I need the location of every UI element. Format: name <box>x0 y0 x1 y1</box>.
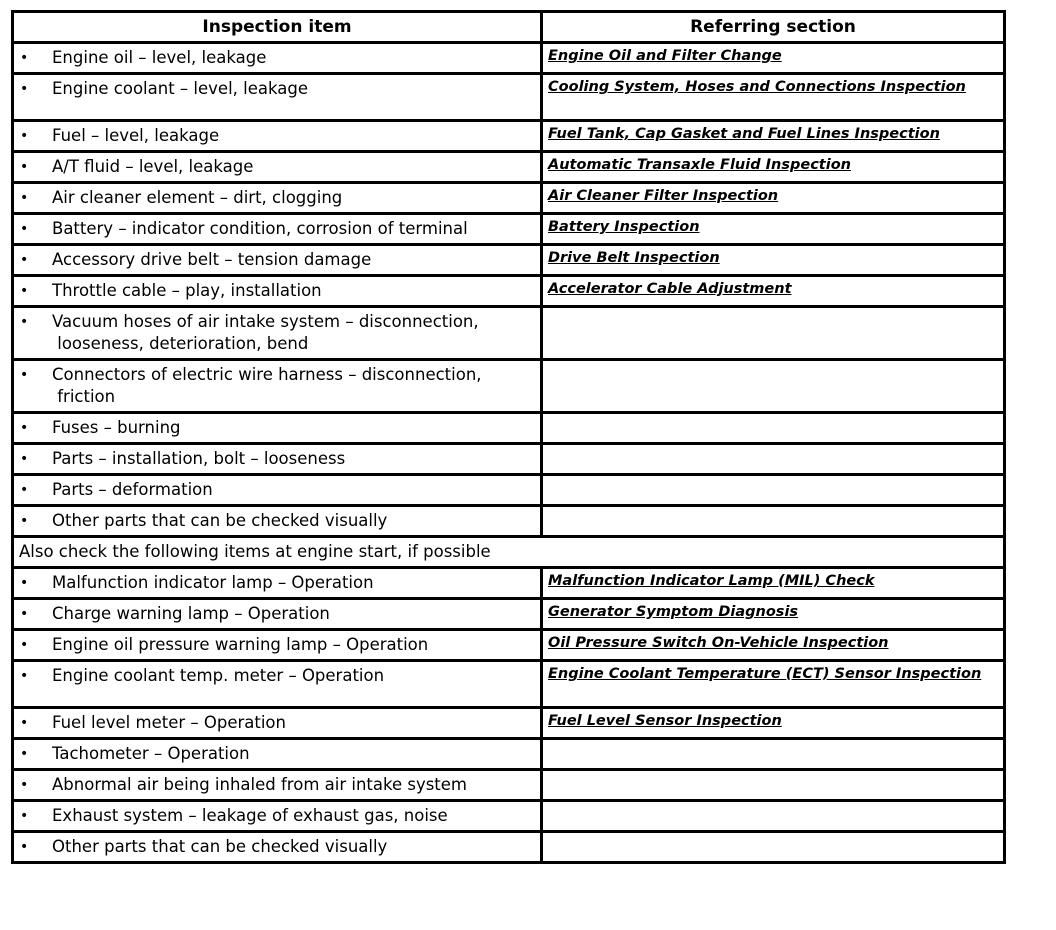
table-row <box>13 630 1005 661</box>
bullet-icon: • <box>20 159 29 175</box>
bullet-icon: • <box>20 81 29 97</box>
bullet-icon: • <box>20 808 29 824</box>
bullet-icon: • <box>20 668 29 684</box>
table-row <box>13 214 1005 245</box>
ref-cell <box>542 661 1005 708</box>
item-text: Engine coolant – level, leakage <box>52 79 308 98</box>
ref-cell-empty <box>542 360 1005 413</box>
table-row <box>13 832 1005 863</box>
item-text: Fuel – level, leakage <box>52 126 220 145</box>
header-row <box>13 12 1005 43</box>
table-row <box>13 276 1005 307</box>
item-text: Accessory drive belt – tension damage <box>52 250 372 269</box>
item-cell <box>13 360 542 413</box>
table-row <box>13 360 1005 413</box>
item-cell <box>13 245 542 276</box>
ref-cell-empty <box>542 770 1005 801</box>
table-row <box>13 770 1005 801</box>
table-row <box>13 661 1005 708</box>
item-cell <box>13 152 542 183</box>
item-cell <box>13 599 542 630</box>
table-row <box>13 413 1005 444</box>
item-text-line1: Vacuum hoses of air intake system – disconnection, <box>52 312 479 331</box>
ref-cell <box>542 74 1005 121</box>
table-row <box>13 183 1005 214</box>
ref-cell-empty <box>542 506 1005 537</box>
header-referring-section: Referring section <box>542 12 1005 43</box>
item-text: Exhaust system – leakage of exhaust gas, noise <box>52 806 448 825</box>
ref-link[interactable]: Air Cleaner Filter Inspection <box>548 188 779 204</box>
table-row <box>13 245 1005 276</box>
ref-link[interactable]: Oil Pressure Switch On-Vehicle Inspection <box>548 635 889 651</box>
item-cell <box>13 74 542 121</box>
ref-cell <box>542 276 1005 307</box>
table-row <box>13 121 1005 152</box>
item-cell <box>13 444 542 475</box>
ref-cell-empty <box>542 413 1005 444</box>
bullet-icon: • <box>20 221 29 237</box>
item-text-line1: Connectors of electric wire harness – disconnection, <box>52 365 482 384</box>
bullet-icon: • <box>20 637 29 653</box>
engine-start-note: Also check the following items at engine start, if possible <box>19 542 491 561</box>
table-row <box>13 74 1005 121</box>
ref-link[interactable]: Drive Belt Inspection <box>548 250 720 266</box>
ref-link[interactable]: Accelerator Cable Adjustment <box>548 281 792 297</box>
ref-cell <box>542 599 1005 630</box>
item-text-line2: looseness, deterioration, bend <box>57 334 309 353</box>
item-cell <box>13 568 542 599</box>
bullet-icon: • <box>20 606 29 622</box>
ref-cell-empty <box>542 475 1005 506</box>
item-cell <box>13 630 542 661</box>
item-text: Other parts that can be checked visually <box>52 837 388 856</box>
item-cell <box>13 832 542 863</box>
ref-cell-empty <box>542 444 1005 475</box>
ref-cell <box>542 214 1005 245</box>
item-text: A/T fluid – level, leakage <box>52 157 254 176</box>
table-row <box>13 307 1005 360</box>
bullet-icon: • <box>20 715 29 731</box>
item-cell <box>13 413 542 444</box>
table-row <box>13 475 1005 506</box>
inspection-table <box>11 10 1006 864</box>
ref-link[interactable]: Battery Inspection <box>548 219 700 235</box>
ref-link[interactable]: Cooling System, Hoses and Connections Inspection <box>548 79 966 95</box>
item-text: Parts – installation, bolt – looseness <box>52 449 346 468</box>
bullet-icon: • <box>20 50 29 66</box>
ref-cell-empty <box>542 739 1005 770</box>
bullet-icon: • <box>20 283 29 299</box>
ref-cell <box>542 708 1005 739</box>
table-row <box>13 43 1005 74</box>
item-text: Abnormal air being inhaled from air intake system <box>52 775 467 794</box>
ref-cell <box>542 568 1005 599</box>
item-cell <box>13 475 542 506</box>
bullet-icon: • <box>20 128 29 144</box>
table-row <box>13 444 1005 475</box>
item-text: Engine oil pressure warning lamp – Operation <box>52 635 429 654</box>
item-text: Malfunction indicator lamp – Operation <box>52 573 374 592</box>
ref-cell <box>542 630 1005 661</box>
item-cell <box>13 739 542 770</box>
ref-cell <box>542 121 1005 152</box>
bullet-icon: • <box>20 513 29 529</box>
ref-link[interactable]: Malfunction Indicator Lamp (MIL) Check <box>548 573 875 589</box>
ref-cell-empty <box>542 307 1005 360</box>
table-row <box>13 599 1005 630</box>
bullet-icon: • <box>20 451 29 467</box>
ref-cell-empty <box>542 832 1005 863</box>
ref-cell <box>542 152 1005 183</box>
item-cell <box>13 214 542 245</box>
item-text-line2: friction <box>57 387 116 406</box>
item-cell <box>13 43 542 74</box>
item-cell <box>13 661 542 708</box>
ref-cell <box>542 43 1005 74</box>
note-row <box>13 537 1005 568</box>
item-text: Air cleaner element – dirt, clogging <box>52 188 343 207</box>
ref-link[interactable]: Automatic Transaxle Fluid Inspection <box>548 157 851 173</box>
item-text: Engine coolant temp. meter – Operation <box>52 666 385 685</box>
bullet-icon: • <box>20 839 29 855</box>
table-row <box>13 568 1005 599</box>
item-text: Tachometer – Operation <box>52 744 250 763</box>
item-cell <box>13 708 542 739</box>
item-cell <box>13 770 542 801</box>
ref-link[interactable]: Engine Oil and Filter Change <box>548 48 782 64</box>
ref-cell <box>542 183 1005 214</box>
table-row <box>13 739 1005 770</box>
item-text: Engine oil – level, leakage <box>52 48 267 67</box>
item-text: Fuel level meter – Operation <box>52 713 286 732</box>
bullet-icon: • <box>20 190 29 206</box>
bullet-icon: • <box>20 252 29 268</box>
item-cell <box>13 183 542 214</box>
table-row <box>13 708 1005 739</box>
ref-link[interactable]: Fuel Level Sensor Inspection <box>548 713 782 729</box>
item-text: Fuses – burning <box>52 418 181 437</box>
ref-cell-empty <box>542 801 1005 832</box>
item-text: Battery – indicator condition, corrosion of terminal <box>52 219 468 238</box>
item-text: Parts – deformation <box>52 480 213 499</box>
ref-link[interactable]: Fuel Tank, Cap Gasket and Fuel Lines Inspection <box>548 126 940 142</box>
bullet-icon: • <box>20 575 29 591</box>
note-cell <box>13 537 1005 568</box>
item-text: Other parts that can be checked visually <box>52 511 388 530</box>
bullet-icon: • <box>20 777 29 793</box>
item-text: Charge warning lamp – Operation <box>52 604 330 623</box>
item-cell <box>13 307 542 360</box>
bullet-icon: • <box>20 420 29 436</box>
bullet-icon: • <box>20 314 29 330</box>
table-row <box>13 506 1005 537</box>
bullet-icon: • <box>20 367 29 383</box>
ref-link[interactable]: Generator Symptom Diagnosis <box>548 604 799 620</box>
item-cell <box>13 121 542 152</box>
bullet-icon: • <box>20 746 29 762</box>
ref-cell <box>542 245 1005 276</box>
header-inspection-item: Inspection item <box>13 12 542 43</box>
bullet-icon: • <box>20 482 29 498</box>
item-cell <box>13 506 542 537</box>
ref-link[interactable]: Engine Coolant Temperature (ECT) Sensor Inspection <box>548 666 982 682</box>
table-row <box>13 801 1005 832</box>
table-row <box>13 152 1005 183</box>
item-cell <box>13 801 542 832</box>
item-text: Throttle cable – play, installation <box>52 281 322 300</box>
item-cell <box>13 276 542 307</box>
